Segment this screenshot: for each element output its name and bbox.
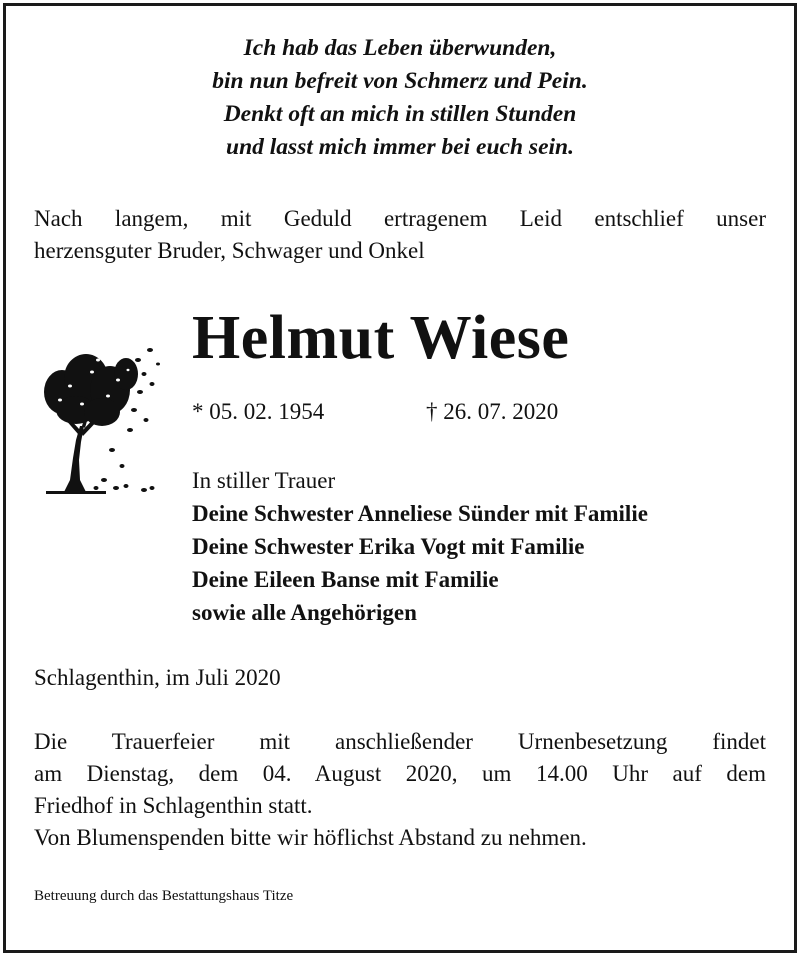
service-line: Von Blumenspenden bitte wir höflichst Abstand zu nehmen. — [34, 825, 587, 850]
funeral-home-credit: Betreuung durch das Bestattungshaus Titze — [34, 888, 294, 904]
mourning-heading: In stiller Trauer — [192, 468, 336, 493]
poem-line: Denkt oft an mich in stillen Stunden — [223, 101, 577, 127]
birth-date: * 05. 02. 1954 — [192, 399, 325, 424]
death-date: † 26. 07. 2020 — [426, 399, 559, 424]
service-line: am Dienstag, dem 04. August 2020, um 14.00 Uhr auf dem — [34, 761, 766, 786]
announcement-line: Nach langem, mit Geduld ertragenem Leid entschlief unser — [34, 206, 766, 231]
poem — [0, 32, 800, 164]
mourner-line: sowie alle Angehörigen — [192, 600, 417, 625]
mourner-line: Deine Eileen Banse mit Familie — [192, 567, 499, 592]
mourner-line: Deine Schwester Anneliese Sünder mit Familie — [192, 501, 648, 526]
announcement-line: herzensguter Bruder, Schwager und Onkel — [34, 238, 425, 263]
announcement-text — [34, 203, 766, 267]
life-dates — [192, 396, 559, 428]
poem-line: und lasst mich immer bei euch sein. — [226, 134, 574, 160]
service-line: Die Trauerfeier mit anschließender Urnenbesetzung findet — [34, 729, 766, 754]
service-info — [34, 726, 766, 854]
tree-icon — [40, 330, 170, 498]
service-line: Friedhof in Schlagenthin statt. — [34, 793, 313, 818]
mourners-block — [192, 464, 648, 629]
deceased-name: Helmut Wiese — [192, 304, 570, 372]
poem-line: bin nun befreit von Schmerz und Pein. — [212, 68, 588, 94]
mourner-line: Deine Schwester Erika Vogt mit Familie — [192, 534, 585, 559]
place-and-date: Schlagenthin, im Juli 2020 — [34, 665, 281, 690]
poem-line: Ich hab das Leben überwunden, — [243, 35, 557, 61]
